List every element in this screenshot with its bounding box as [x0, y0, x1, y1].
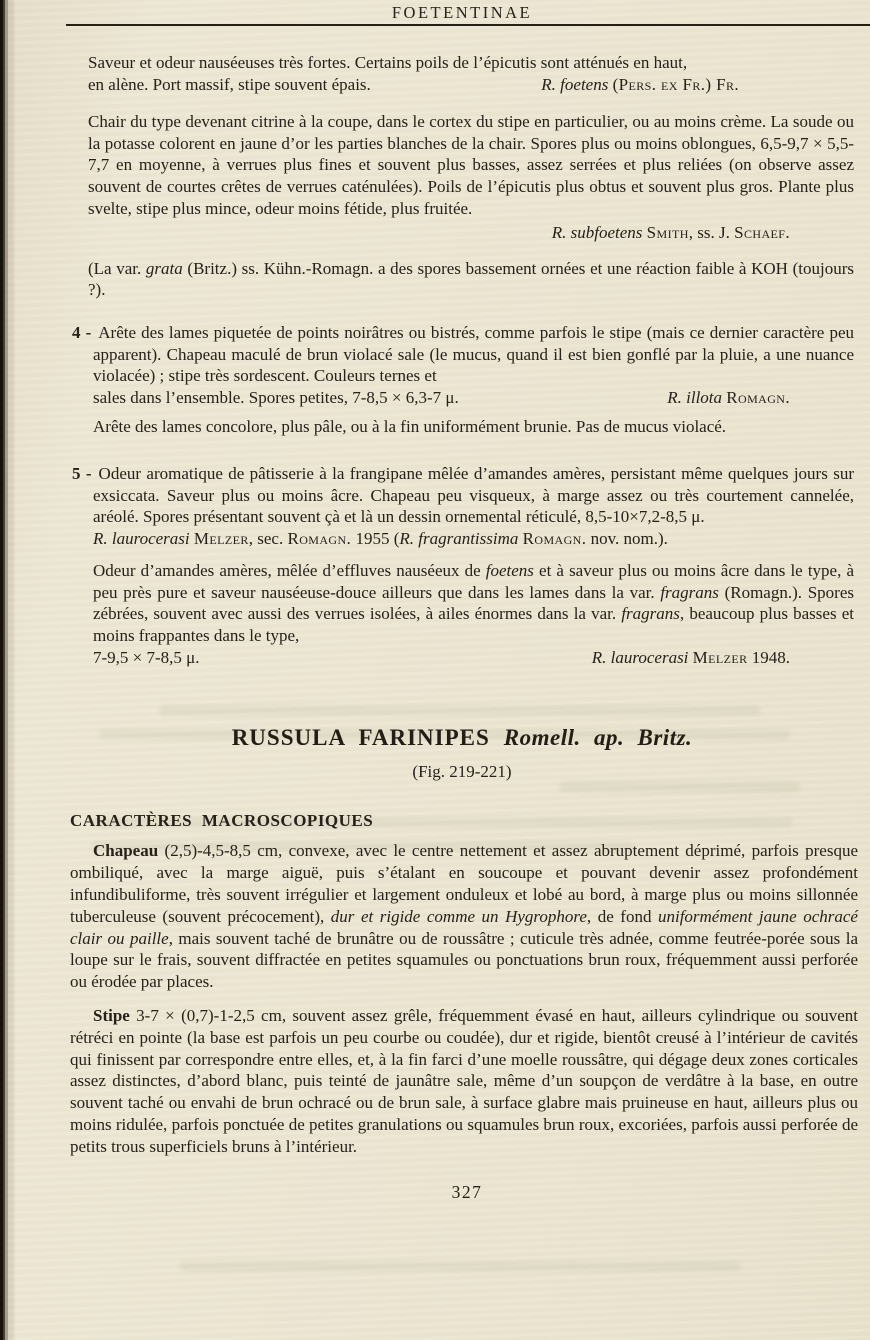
species-line: [88, 74, 854, 96]
figure-reference: (Fig. 219-221): [412, 762, 512, 782]
note-var-grata: (La var. grata (Britz.) ss. Kühn.-Romagn. a des spores bassement ornées et une réaction faible à KOH (toujours ?).: [88, 258, 855, 300]
paragraph-r-foetens: [88, 52, 854, 95]
reference-r-laurocerasi-1955: R. laurocerasi Melzer, sec. Romagn. 1955 (R. fragrantissima Romagn. nov. nom.).: [93, 528, 668, 548]
paragraph-laurocerasi-description: [93, 560, 854, 668]
species-name-r-foetens: R. foetens (Pers. ex Fr.) Fr.: [541, 74, 739, 94]
paragraph-text: 7-9,5 × 7-8,5 μ.: [93, 647, 200, 667]
paragraph-text: Odeur aromatique de pâtisserie à la frangipane mêlée d’amandes amères, persistant même quelques jours sur exsiccata. Saveur plus ou moins âcre. Chapeau peu visqueux, à marge assez ou très courtement cannelée, aréolé. Spores présentant souvent çà et là un dessin ornemental réticulé, 8,5-10×7,2-8,5 μ.: [93, 463, 854, 527]
species-line: [93, 387, 854, 409]
paragraph-text: Odeur d’amandes amères, mêlée d’effluves nauséeux de foetens et à saveur plus ou moins âcre dans le type, à peu près pure et saveur nauséeuse-douce ailleurs que dans les lames dans la var. fragrans (Romagn.). Spores zébrées, souvent avec aussi des verrues isolées, à ailes énormes dans la var. fragrans, beaucoup plus basses et moins frappantes dans le type,: [93, 561, 854, 646]
key-item-4: [72, 322, 854, 408]
paragraph-r-subfoetens: [88, 111, 854, 244]
species-line: [93, 647, 854, 669]
paragraph-text: Arête des lames piquetée de points noirâtres ou bistrés, comme parfois le stipe (mais ce dernier caractère peu apparent). Chapeau maculé de brun violacé sale (le mucus, quand il est bien gonflé par la pluie, a une nuance violacée) ; stipe très sordescent. Couleurs ternes et: [93, 322, 854, 386]
item-number: 5 -: [72, 463, 92, 483]
paragraph-stipe: Stipe 3-7 × (0,7)-1-2,5 cm, souvent assez grêle, fréquemment évasé en haut, ailleurs cylindrique ou souvent rétréci en pointe (la base est parfois un peu courbe ou coudée), dur et rigide, bientôt creusé à l’intérieur de cavités qui finissent par correspondre entre elles, et, à la fin farci d’une moelle roussâtre, qui dégage deux zones corticales assez distinctes, d’abord blanc, puis teinté de jaunâtre sale, même d’un soupçon de verdâtre à la base, en outre souvent taché ou envahi de brun ochracé ou de brun sale, à surface glabre mais pruineuse en haut, ailleurs plus ou moins ridulée, parfois ponctuée de petites granulations ou squamules brun roux, excoriées, parfois aussi perforée de petits trous superficiels bruns à l’intérieur.: [70, 1006, 858, 1156]
page-number: 327: [451, 1181, 483, 1202]
page-content: [66, 0, 858, 1203]
species-name-r-laurocerasi-1948: R. laurocerasi Melzer 1948.: [591, 647, 790, 667]
paragraph-text: en alène. Port massif, stipe souvent épais.: [88, 74, 371, 94]
header-rule: [66, 24, 870, 26]
bleed-through-ghost: [180, 1262, 740, 1271]
paragraph-text: sales dans l’ensemble. Spores petites, 7-8,5 × 6,3-7 μ.: [93, 387, 459, 407]
species-title: RUSSULA FARINIPES Romell. ap. Britz.: [231, 725, 693, 751]
running-header: FOETENTINAE: [391, 3, 533, 22]
paragraph-text: Saveur et odeur nauséeuses très fortes. Certains poils de l’épicutis sont atténués en haut,: [88, 53, 688, 72]
paragraph-text: Chair du type devenant citrine à la coupe, dans le cortex du stipe en particulier, ou au moins crème. La soude ou la potasse colorent en jaune d’or les parties blanches de la chair. Spores plus ou moins oblongues, 6,5-9,7 × 5,5-7,7 en moyenne, à verrues plus fines et souvent plus basses, assez serrées et plus reliées (on observe assez souvent de courtes crêtes de verrues caténulées). Poils de l’épicutis plus obtus et souvent plus gros. Plante plus svelte, stipe plus mince, odeur moins fétide, plus fruitée.: [88, 112, 854, 218]
species-name-r-illota: R. illota Romagn.: [667, 387, 790, 407]
paragraph-chapeau: Chapeau (2,5)-4,5-8,5 cm, convexe, avec le centre nettement et assez abruptement déprimé, parfois presque ombiliqué, avec la marge aiguë, puis s’étalant en soucoupe et pouvant devenir assez profondément infundibuliforme, très souvent irrégulier et largement onduleux et lobé au bord, à marge plus ou moins sillonnée tuberculeuse (souvent précocement), dur et rigide comme un Hygrophore, de fond uniformément jaune ochracé clair ou paille, mais souvent taché de brunâtre ou de roussâtre ; cuticule très adnée, comme feutrée-porée sous la loupe sur le frais, souvent diffractée en petites squamules ou ponctuations brun roux, fréquemment aussi perforée ou érodée par places.: [70, 841, 858, 992]
section-heading-macroscopiques: CARACTÈRES MACROSCOPIQUES: [70, 810, 374, 830]
binding-edge-shadow: [0, 0, 16, 1340]
item-number: 4 -: [72, 322, 92, 342]
key-item-5: [72, 463, 854, 528]
note-lames-concolores: Arête des lames concolore, plus pâle, ou à la fin uniformément brunie. Pas de mucus violacé.: [93, 417, 727, 437]
species-name-r-subfoetens: R. subfoetens Smith, ss. J. Schaef.: [551, 223, 790, 243]
